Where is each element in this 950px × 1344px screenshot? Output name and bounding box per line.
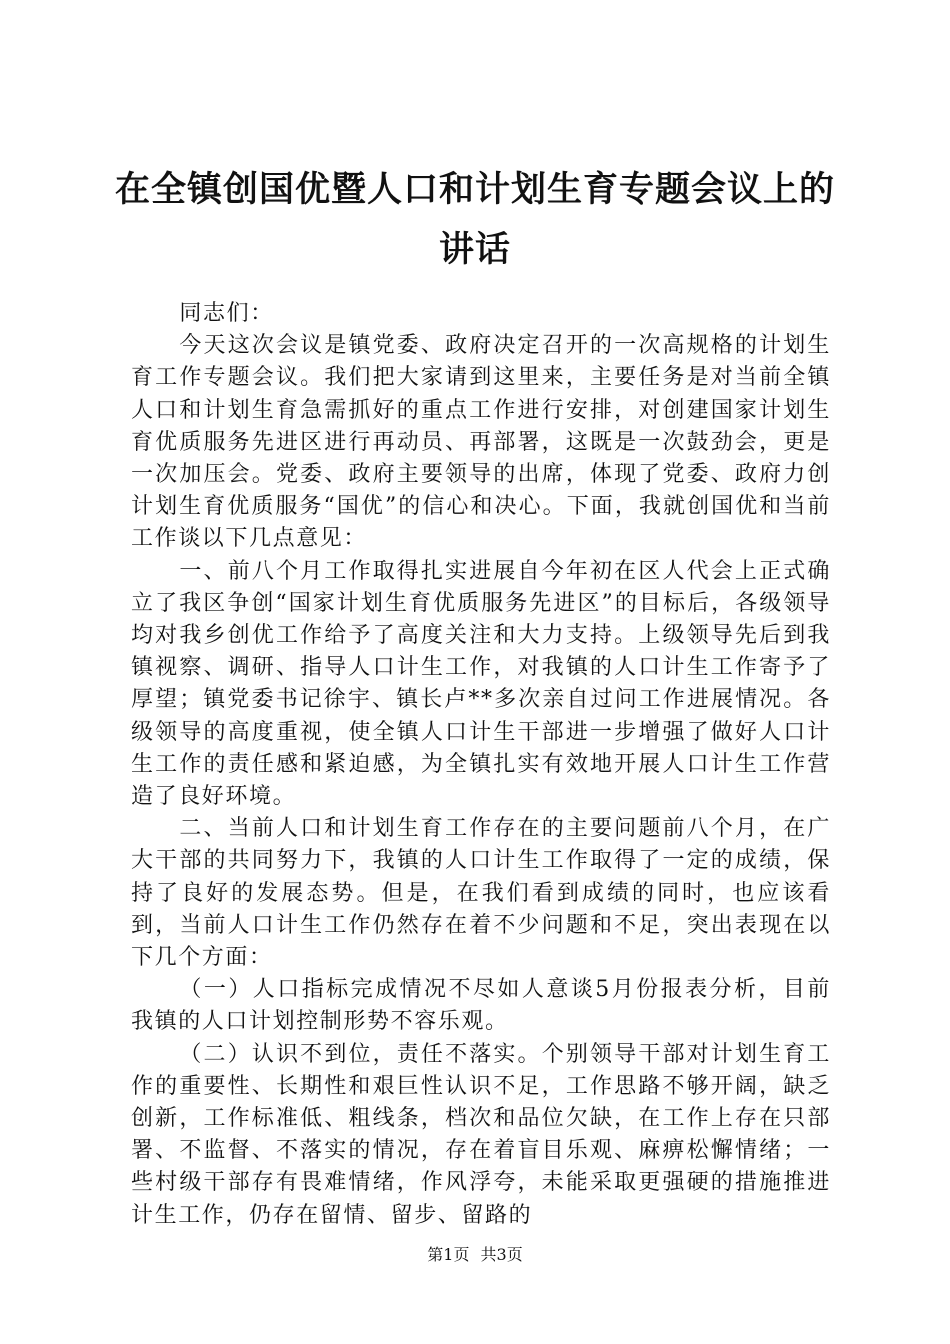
page-number: 第1页 (427, 1245, 470, 1264)
paragraph: （一）人口指标完成情况不尽如人意谈5月份报表分析，目前我镇的人口计划控制形势不容乐观。 (131, 977, 831, 1035)
paragraph: 一、前八个月工作取得扎实进展自今年初在区人代会上正式确立了我区争创“国家计划生育优质服务先进区”的目标后，各级领导均对我乡创优工作给予了高度关注和大力支持。上级领导先后到我镇视察、调研、指导人口计生工作，对我镇的人口计生工作寄予了厚望；镇党委书记徐宇、镇长卢**多次亲自过问工作进展情况。各级领导的高度重视，使全镇人口计生干部进一步增强了做好人口计生工作的责任感和紧迫感，为全镇扎实有效地开展人口计生工作营造了良好环境。 (131, 558, 831, 810)
paragraph: （二）认识不到位，责任不落实。个别领导干部对计划生育工作的重要性、长期性和艰巨性认识不足，工作思路不够开阔，缺乏创新，工作标准低、粗线条，档次和品位欠缺，在工作上存在只部署、不监督、不落实的情况，存在着盲目乐观、麻痹松懈情绪；一些村级干部存有畏难情绪，作风浮夸，未能采取更强硬的措施推进计生工作，仍存在留情、留步、留路的 (131, 1041, 831, 1228)
document-title: 在全镇创国优暨人口和计划生育专题会议上的讲话 (114, 170, 835, 270)
page-total: 共3页 (480, 1245, 523, 1264)
document-body (131, 298, 831, 1232)
salutation: 同志们： (179, 301, 274, 326)
paragraph: 今天这次会议是镇党委、政府决定召开的一次高规格的计划生育工作专题会议。我们把大家请到这里来，主要任务是对当前全镇人口和计划生育急需抓好的重点工作进行安排，对创建国家计划生育优质服务先进区进行再动员、再部署，这既是一次鼓劲会，更是一次加压会。党委、政府主要领导的出席，体现了党委、政府力创计划生育优质服务“国优”的信心和决心。下面，我就创国优和当前工作谈以下几点意见： (131, 333, 831, 552)
page-footer (0, 1244, 950, 1266)
paragraph: 二、当前人口和计划生育工作存在的主要问题前八个月，在广大干部的共同努力下，我镇的人口计生工作取得了一定的成绩，保持了良好的发展态势。但是，在我们看到成绩的同时，也应该看到，当前人口计生工作仍然存在着不少问题和不足，突出表现在以下几个方面： (131, 816, 831, 971)
